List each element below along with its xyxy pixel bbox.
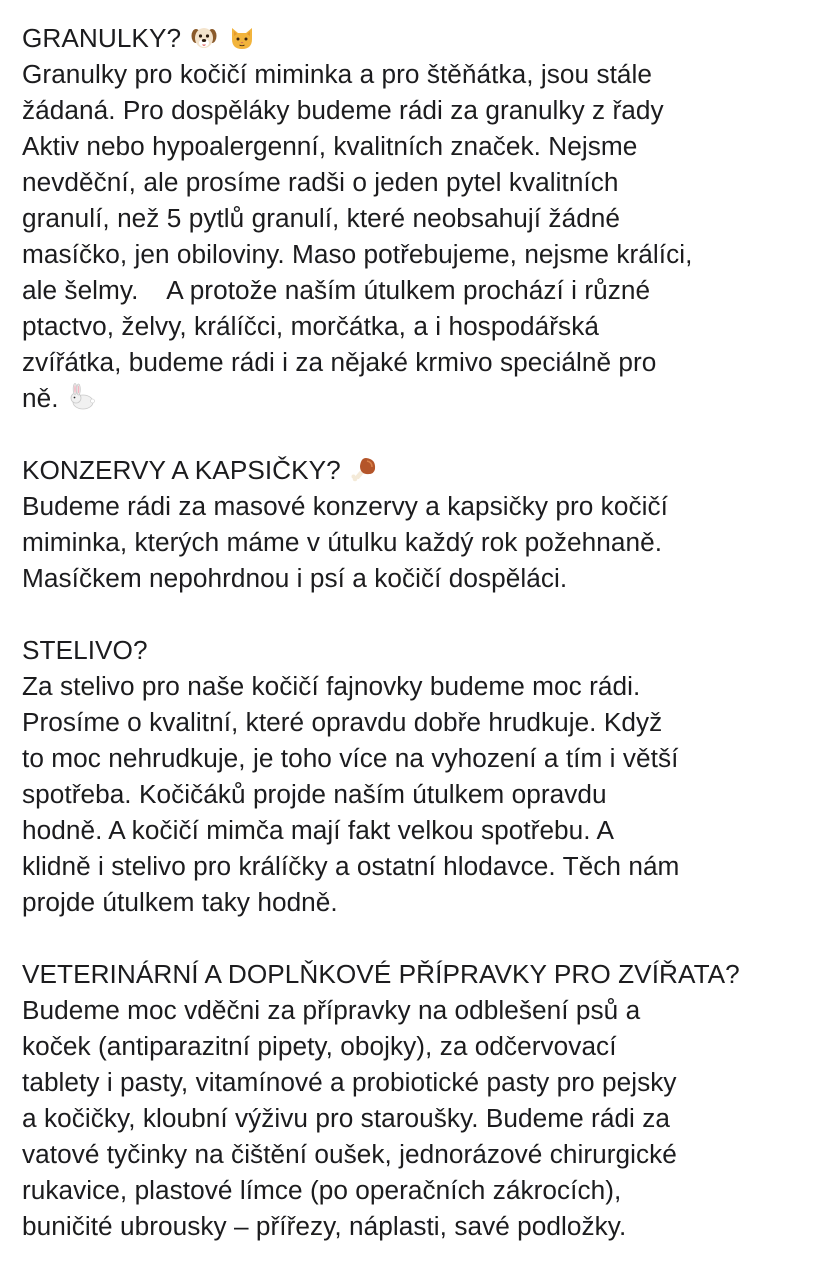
section-gap <box>22 416 822 452</box>
paragraph-line: klidně i stelivo pro králíčky a ostatní hlodavce. Těch nám <box>22 851 680 881</box>
rabbit-icon <box>68 383 96 411</box>
post-body <box>22 20 822 1244</box>
paragraph-line: Budeme moc vděčni za přípravky na odblešení psů a <box>22 995 641 1025</box>
paragraph-line: Prosíme o kvalitní, které opravdu dobře hrudkuje. Když <box>22 707 663 737</box>
paragraph-line: masíčko, jen obiloviny. Maso potřebujeme, nejsme králíci, <box>22 239 693 269</box>
section-veterinarni <box>22 956 822 1244</box>
paragraph-line: granulí, než 5 pytlů granulí, které neobsahují žádné <box>22 203 621 233</box>
paragraph-line: buničité ubrousky – přířezy, náplasti, savé podložky. <box>22 1211 627 1241</box>
section-heading <box>22 452 822 488</box>
paragraph-line: hodně. A kočičí mimča mají fakt velkou spotřebu. A <box>22 815 615 845</box>
heading-text: GRANULKY? <box>22 23 182 53</box>
section-heading: VETERINÁRNÍ A DOPLŇKOVÉ PŘÍPRAVKY PRO ZVÍŘATA? <box>22 959 740 989</box>
paragraph-line: ale šelmy. A protože naším útulkem prochází i různé <box>22 275 651 305</box>
paragraph-line: spotřeba. Kočičáků projde naším útulkem opravdu <box>22 779 607 809</box>
last-line-text: ně. <box>22 383 59 413</box>
section-heading: STELIVO? <box>22 635 148 665</box>
paragraph-line: projde útulkem taky hodně. <box>22 887 338 917</box>
paragraph-line: Aktiv nebo hypoalergenní, kvalitních značek. Nejsme <box>22 131 638 161</box>
section-stelivo <box>22 632 822 920</box>
paragraph-line: žádaná. Pro dospěláky budeme rádi za granulky z řady <box>22 95 664 125</box>
section-granulky <box>22 20 822 416</box>
section-konzervy <box>22 452 822 596</box>
dog-face-icon <box>190 23 218 51</box>
paragraph-line-last <box>22 380 822 416</box>
paragraph-line: rukavice, plastové límce (po operačních zákrocích), <box>22 1175 622 1205</box>
paragraph-line: vatové tyčinky na čištění oušek, jednorázové chirurgické <box>22 1139 677 1169</box>
paragraph-line: ptactvo, želvy, králíčci, morčátka, a i hospodářská <box>22 311 599 341</box>
paragraph-line: zvířátka, budeme rádi i za nějaké krmivo speciálně pro <box>22 347 657 377</box>
paragraph-line: koček (antiparazitní pipety, obojky), za odčervovací <box>22 1031 617 1061</box>
paragraph-line: Budeme rádi za masové konzervy a kapsičky pro kočičí <box>22 491 668 521</box>
paragraph-line: nevděční, ale prosíme radši o jeden pytel kvalitních <box>22 167 619 197</box>
paragraph-line: Granulky pro kočičí miminka a pro štěňátka, jsou stále <box>22 59 653 89</box>
poultry-leg-icon <box>350 455 378 483</box>
paragraph-line: Za stelivo pro naše kočičí fajnovky budeme moc rádi. <box>22 671 641 701</box>
paragraph-line: a kočičky, kloubní výživu pro staroušky. Budeme rádi za <box>22 1103 671 1133</box>
section-gap <box>22 920 822 956</box>
section-gap <box>22 596 822 632</box>
paragraph-line: Masíčkem nepohrdnou i psí a kočičí dospěláci. <box>22 563 568 593</box>
paragraph-line: miminka, kterých máme v útulku každý rok požehnaně. <box>22 527 663 557</box>
paragraph-line: tablety i pasty, vitamínové a probiotické pasty pro pejsky <box>22 1067 677 1097</box>
heading-text: KONZERVY A KAPSIČKY? <box>22 455 341 485</box>
section-heading <box>22 20 822 56</box>
cat-face-icon <box>228 23 256 51</box>
paragraph-line: to moc nehrudkuje, je toho více na vyhození a tím i větší <box>22 743 679 773</box>
